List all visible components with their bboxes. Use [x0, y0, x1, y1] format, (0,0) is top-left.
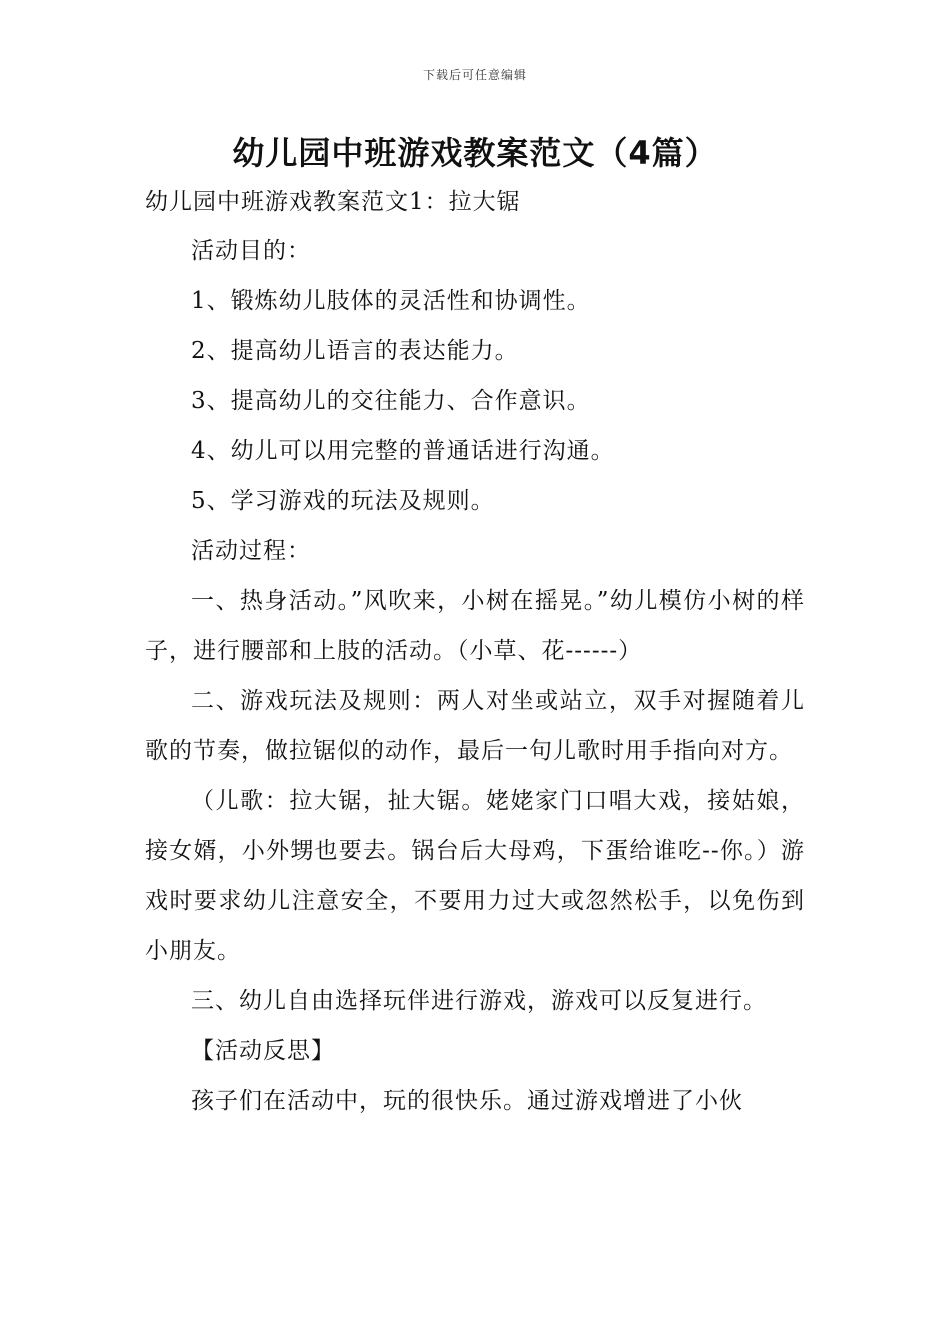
paragraph-step-1: 一、热身活动。”风吹来，小树在摇晃。”幼儿模仿小树的样子，进行腰部和上肢的活动。（小草、花------） [145, 588, 805, 664]
paragraph-activity-goals: 活动目的： [191, 238, 311, 264]
paragraph-goal-1: 1、锻炼幼儿肢体的灵活性和协调性。 [191, 288, 591, 314]
section-title: 幼儿园中班游戏教案范文1：拉大锯 [145, 189, 521, 215]
paragraph-step-3: 三、幼儿自由选择玩伴进行游戏，游戏可以反复进行。 [191, 988, 767, 1014]
paragraph-goal-2: 2、提高幼儿语言的表达能力。 [191, 338, 519, 364]
paragraph-reflection-heading: 【活动反思】 [191, 1038, 335, 1064]
header-note: 下载后可任意编辑 [422, 68, 527, 82]
paragraph-nursery-rhyme: （儿歌：拉大锯，扯大锯。姥姥家门口唱大戏，接姑娘，接女婿，小外甥也要去。锅台后大母鸡，下蛋给谁吃--你。）游戏时要求幼儿注意安全，不要用力过大或忽然松手，以免伤到小朋友。 [145, 788, 805, 964]
paragraph-step-2: 二、游戏玩法及规则：两人对坐或站立，双手对握随着儿歌的节奏，做拉锯似的动作，最后一句儿歌时用手指向对方。 [145, 688, 805, 764]
paragraph-goal-4: 4、幼儿可以用完整的普通话进行沟通。 [191, 438, 615, 464]
document-body [145, 226, 805, 1126]
paragraph-reflection: 孩子们在活动中，玩的很快乐。通过游戏增进了小伙 [191, 1088, 743, 1114]
paragraph-goal-3: 3、提高幼儿的交往能力、合作意识。 [191, 388, 591, 414]
paragraph-goal-5: 5、学习游戏的玩法及规则。 [191, 488, 495, 514]
document-title: 幼儿园中班游戏教案范文（4篇） [232, 134, 718, 172]
paragraph-activity-process: 活动过程： [191, 538, 311, 564]
